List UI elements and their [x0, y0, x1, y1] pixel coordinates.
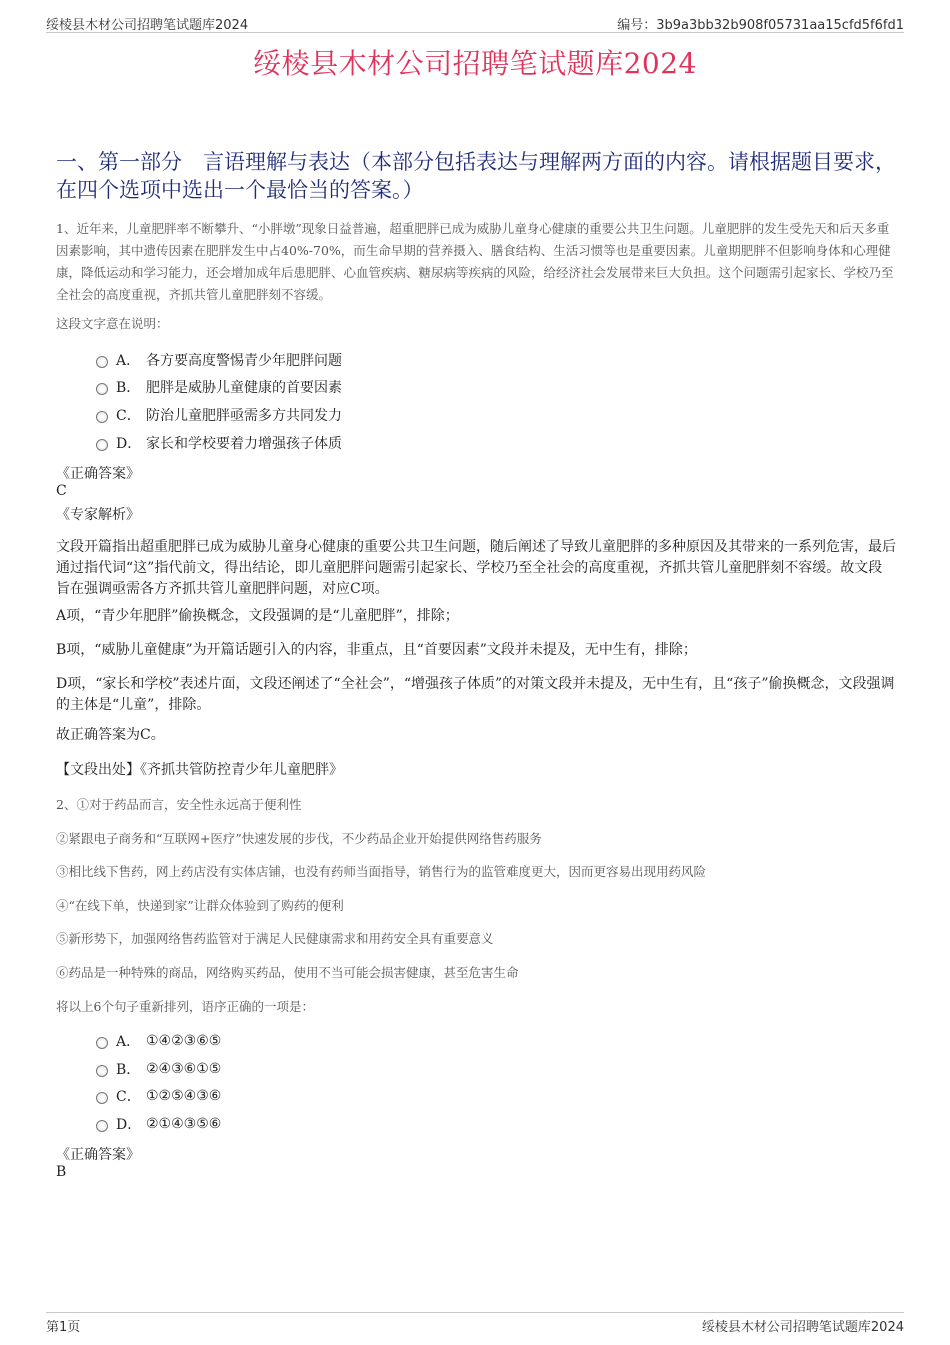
q2-sentence-2: ②紧跟电子商务和“互联网+医疗”快速发展的步伐，不少药品企业开始提供网络售药服务	[56, 831, 542, 846]
option-letter: C．	[116, 408, 141, 424]
radio-icon[interactable]	[96, 1065, 108, 1077]
option-text: ①②⑤④③⑥	[146, 1088, 222, 1104]
q2-answer-label: 《正确答案》	[56, 1147, 140, 1163]
q1-passage: 1、近年来，儿童肥胖率不断攀升、“小胖墩”现象日益普遍，超重肥胖已成为威胁儿童身心健康的重要公共卫生问题。儿童肥胖的发生受先天和后天多重因素影响，其中遗传因素在肥胖发生中占40%-70%，而生命早期的营养摄入、膳食结构、生活习惯等也是重要因素。儿童期肥胖不但影响身体和心理健康，降低运动和学习能力，还会增加成年后患肥胖、心血管疾病、糖尿病等疾病的风险，给经济社会发展带来巨大负担。这个问题需引起家长、学校乃至全社会的高度重视，齐抓共管儿童肥胖刻不容缓。	[56, 221, 894, 302]
q1-analysis-b: B项，“威胁儿童健康”为开篇话题引入的内容，非重点，且“首要因素”文段并未提及，无中生有，排除；	[56, 642, 697, 658]
q1-option-d[interactable]	[96, 433, 342, 453]
q1-prompt: 这段文字意在说明：	[56, 316, 169, 331]
option-text: ②④③⑥①⑤	[146, 1061, 222, 1077]
option-text: 家长和学校要着力增强孩子体质	[146, 436, 342, 452]
q1-source: 【文段出处】《齐抓共管防控青少年儿童肥胖》	[56, 762, 343, 778]
option-text: ①④②③⑥⑤	[146, 1033, 222, 1049]
q1-analysis-summary: 文段开篇指出超重肥胖已成为威胁儿童身心健康的重要公共卫生问题，随后阐述了导致儿童肥胖的多种原因及其带来的一系列危害，最后通过指代词“这”指代前文，得出结论，即儿童肥胖问题需引起家长、学校乃至全社会的高度重视，齐抓共管儿童肥胖刻不容缓。故文段旨在强调亟需各方齐抓共管儿童肥胖问题，对应C项。	[56, 539, 896, 597]
radio-icon[interactable]	[96, 1037, 108, 1049]
option-letter: D．	[116, 436, 142, 452]
q2-sentence-5: ⑤新形势下，加强网络售药监管对于满足人民健康需求和用药安全具有重要意义	[56, 931, 494, 946]
radio-icon[interactable]	[96, 1092, 108, 1104]
q1-option-b[interactable]	[96, 377, 342, 397]
option-text: 各方要高度警惕青少年肥胖问题	[146, 353, 342, 369]
q2-answer: B	[56, 1164, 67, 1180]
radio-icon[interactable]	[96, 411, 108, 423]
q2-option-c[interactable]	[96, 1086, 221, 1106]
section-heading: 一、第一部分 言语理解与表达（本部分包括表达与理解两方面的内容。请根据题目要求，在四个选项中选出一个最恰当的答案。）	[56, 150, 896, 202]
q2-option-d[interactable]	[96, 1114, 221, 1134]
footer-doc-title: 绥棱县木材公司招聘笔试题库2024	[701, 1320, 904, 1335]
q1-answer-label: 《正确答案》	[56, 466, 140, 482]
option-letter: C．	[116, 1089, 141, 1105]
q2-sentence-6: ⑥药品是一种特殊的商品，网络购买药品，使用不当可能会损害健康，甚至危害生命	[56, 965, 519, 980]
radio-icon[interactable]	[96, 439, 108, 451]
option-letter: B．	[116, 380, 141, 396]
radio-icon[interactable]	[96, 1120, 108, 1132]
q2-prompt: 将以上6个句子重新排列，语序正确的一项是：	[56, 999, 314, 1014]
q1-option-c[interactable]	[96, 405, 342, 425]
option-text: 防治儿童肥胖亟需多方共同发力	[146, 408, 342, 424]
option-letter: A．	[116, 1034, 141, 1050]
option-text: ②①④③⑤⑥	[146, 1116, 222, 1132]
option-letter: B．	[116, 1062, 141, 1078]
header-divider	[46, 32, 904, 33]
radio-icon[interactable]	[96, 383, 108, 395]
option-letter: A．	[116, 353, 141, 369]
header-doc-title: 绥棱县木材公司招聘笔试题库2024	[46, 18, 249, 33]
q1-option-a[interactable]	[96, 350, 342, 370]
option-text: 肥胖是威胁儿童健康的首要因素	[146, 380, 342, 396]
page-title: 绥棱县木材公司招聘笔试题库2024	[253, 47, 697, 80]
option-letter: D．	[116, 1117, 142, 1133]
footer-divider	[46, 1312, 904, 1313]
q2-sentence-1: 2、①对于药品而言，安全性永远高于便利性	[56, 797, 302, 812]
q1-analysis-d: D项，“家长和学校”表述片面，文段还阐述了“全社会”，“增强孩子体质”的对策文段并未提及，无中生有，且“孩子”偷换概念，文段强调的主体是“儿童”，排除。	[56, 676, 895, 713]
footer-page-number: 第1页	[46, 1320, 81, 1335]
q2-option-b[interactable]	[96, 1059, 221, 1079]
q2-sentence-4: ④“在线下单，快递到家”让群众体验到了购药的便利	[56, 898, 344, 913]
q2-sentence-3: ③相比线下售药，网上药店没有实体店铺，也没有药师当面指导，销售行为的监管难度更大，因而更容易出现用药风险	[56, 864, 707, 879]
radio-icon[interactable]	[96, 356, 108, 368]
q1-analysis-a: A项，“青少年肥胖”偷换概念，文段强调的是“儿童肥胖”，排除；	[56, 608, 459, 624]
q1-analysis-conclusion: 故正确答案为C。	[56, 727, 165, 743]
q2-option-a[interactable]	[96, 1031, 221, 1051]
header-doc-id: 编号：3b9a3bb32b908f05731aa15cfd5f6fd1	[617, 18, 904, 33]
q1-answer: C	[56, 483, 67, 499]
q1-analysis-label: 《专家解析》	[56, 507, 140, 523]
